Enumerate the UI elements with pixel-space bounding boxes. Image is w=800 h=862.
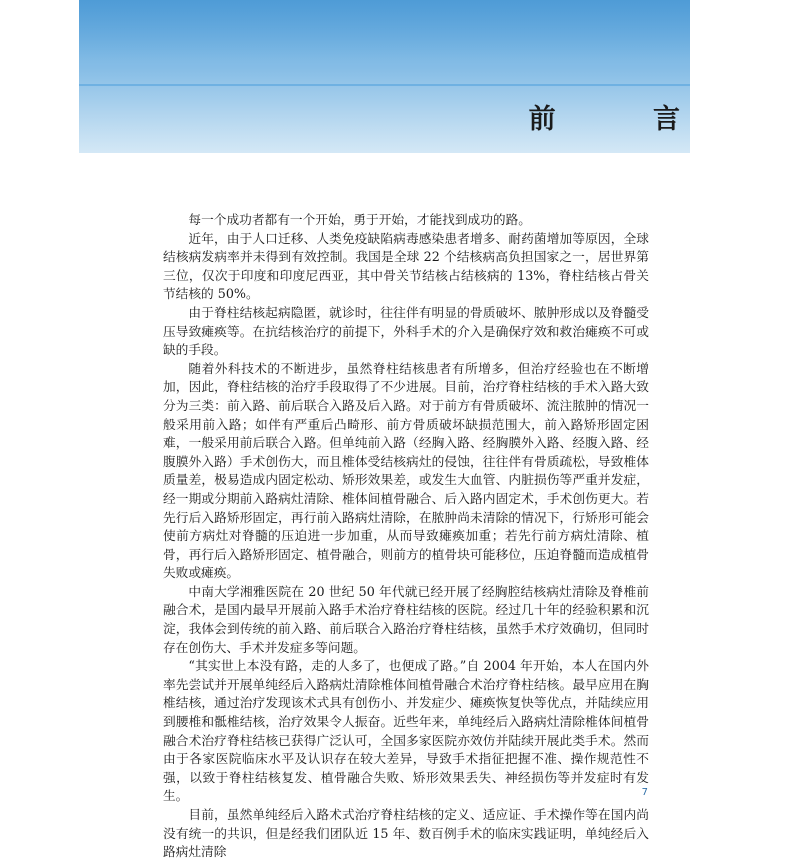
header-divider (79, 84, 690, 86)
paragraph-2: 近年，由于人口迁移、人类免疫缺陷病毒感染患者增多、耐药菌增加等原因，全球结核病发病率并未得到有效控制。我国是全球 22 个结核病高负担国家之一，居世界第三位，仅次于印度和印度尼西亚，其中骨关节结核占结核病的 13%，脊柱结核占骨关节结核的 50%。 (163, 230, 649, 302)
header-banner-shade (79, 0, 690, 60)
page-number: 7 (641, 787, 648, 798)
paragraph-5: 中南大学湘雅医院在 20 世纪 50 年代就已经开展了经胸腔结核病灶清除及脊椎前融合术，是国内最早开展前入路手术治疗脊柱结核的医院。经过几十年的经验积累和沉淀，我体会到传统的前入路、前后联合入路治疗脊柱结核，虽然手术疗效确切，但同时存在创伤大、手术并发症多等问题。 (163, 583, 649, 655)
paragraph-7: 目前，虽然单纯经后入路术式治疗脊柱结核的定义、适应证、手术操作等在国内尚没有统一的共识，但是经我们团队近 15 年、数百例手术的临床实践证明，单纯经后入路病灶清除 (163, 807, 649, 860)
paragraph-3: 由于脊柱结核起病隐匿，就诊时，往往伴有明显的骨质破坏、脓肿形成以及脊髓受压导致瘫痪等。在抗结核治疗的前提下，外科手术的介入是确保疗效和救治瘫痪不可或缺的手段。 (163, 304, 649, 358)
page-title: 前 言 (528, 104, 724, 135)
preface-body (163, 211, 649, 862)
paragraph-6: “其实世上本没有路，走的人多了，也便成了路。”自 2004 年开始，本人在国内外率先尝试并开展单纯经后入路病灶清除椎体间植骨融合术治疗脊柱结核。最早应用在胸椎结核，通过治疗发现该术式具有创伤小、并发症少、瘫痪恢复快等优点，并陆续应用到腰椎和骶椎结核，治疗效果令人振奋。近些年来，单纯经后入路病灶清除椎体间植骨融合术治疗脊柱结核已获得广泛认可，全国多家医院亦效仿并陆续开展此类手术。然而由于各家医院临床水平及认识存在较大差异，导致手术指征把握不准、操作规范性不强，以致于脊柱结核复发、植骨融合失败、矫形效果丢失、神经损伤等并发症时有发生。 (163, 658, 649, 804)
paragraph-4: 随着外科技术的不断进步，虽然脊柱结核患者有所增多，但治疗经验也在不断增加，因此，脊柱结核的治疗手段取得了不少进展。目前，治疗脊柱结核的手术入路大致分为三类：前入路、前后联合入路及后入路。对于前方有骨质破坏、流注脓肿的情况一般采用前入路；如伴有严重后凸畸形、前方骨质破坏缺损范围大，前入路矫形固定困难，一般采用前后联合入路。但单纯前入路（经胸入路、经胸膜外入路、经腹入路、经腹膜外入路）手术创伤大，而且椎体受结核病灶的侵蚀，往往伴有骨质疏松，导致椎体质量差，极易造成内固定松动、矫形效果差，或发生大血管、内脏损伤等严重并发症，经一期或分期前入路病灶清除、椎体间植骨融合、后入路内固定术，手术创伤更大。若先行后入路矫形固定，再行前入路病灶清除，在脓肿尚未清除的情况下，行矫形可能会使前方病灶对脊髓的压迫进一步加重，从而导致瘫痪加重；若先行前方病灶清除、植骨，再行后入路矫形固定、植骨融合，则前方的植骨块可能移位，压迫脊髓而造成植骨失败或瘫痪。 (163, 360, 649, 581)
paragraph-1: 每一个成功者都有一个开始，勇于开始，才能找到成功的路。 (188, 212, 531, 227)
